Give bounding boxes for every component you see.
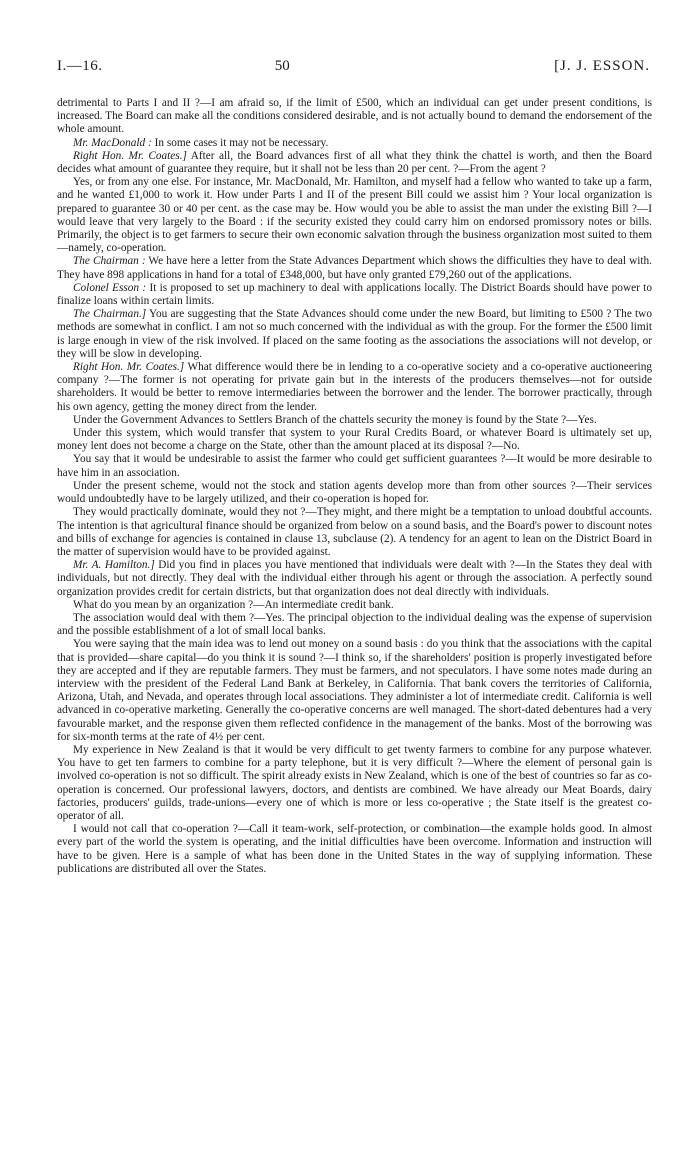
paragraph — [57, 176, 652, 255]
paragraph — [57, 308, 652, 361]
paragraph-text: What do you mean by an organization ?—An intermediate credit bank. — [73, 598, 394, 611]
paragraph — [57, 480, 652, 506]
paragraph-text: You say that it would be undesirable to assist the farmer who could get sufficient guarantees ?—It would be more desirable to have him in an association. — [57, 453, 652, 479]
paragraph-text: You are suggesting that the State Advances should come under the new Board, but limiting to £500 ? The two methods are somewhat in conflict. I am not so much concerned with the individual as with the group. For the former the £500 limit is large enough in view of the risk involved. If placed on the same footing as the associations the associations will not develop, or they will be slow in developing. — [57, 308, 652, 360]
paragraph — [57, 453, 652, 479]
paragraph — [57, 255, 652, 281]
paragraph — [57, 137, 652, 150]
paragraph-text: What difference would there be in lending to a co-operative society and a co-operative auctioneering company ?—The former is not operating for private gain but in the interests of the producers themselves—not for outside shareholders. It would be better to remove intermediaries between the borrower and the lender. The borrower practically, through his own agency, getting the money direct from the lender. — [57, 361, 652, 413]
paragraph — [57, 638, 652, 744]
speaker: Colonel Esson : — [73, 281, 147, 294]
body-text — [57, 97, 652, 876]
paragraph-text: In some cases it may not be necessary. — [151, 136, 329, 149]
paragraph-text: We have here a letter from the State Advances Department which shows the difficulties they have to deal with. They have 898 applications in hand for a total of £348,000, but have only granted £79,260 out of the applications. — [57, 255, 652, 281]
document-reference: I.—16. — [57, 58, 103, 74]
paragraph — [57, 559, 652, 599]
paragraph — [57, 282, 652, 308]
paragraph-text: Yes, or from any one else. For instance, Mr. MacDonald, Mr. Hamilton, and myself had a fellow who wanted to take up a farm, and he wanted £1,000 to work it. How under Parts I and II of the present Bill could we assist him ? Your local organization is prepared to guarantee 30 or 40 per cent. as the case may be. How would you be able to assist the man under the existing Bill ?—I would leave that very largely to the Board : if the security existed they could carry him on endorsed promissory notes or bills. Primarily, the object is to get farmers to secure their own economic salvation through the business organization most suited to them—namely, co-operation. — [57, 176, 652, 255]
paragraph — [57, 150, 652, 176]
speaker: Right Hon. Mr. Coates.] — [73, 149, 187, 162]
page-header — [57, 58, 652, 75]
paragraph-text: Under the present scheme, would not the stock and station agents develop more than from other sources ?—Their services would undoubtedly have to be largely utilized, and their co-operation is hoped for. — [57, 479, 652, 506]
paragraph-text: My experience in New Zealand is that it would be very difficult to get twenty farmers to combine for any purpose whatever. You have to get ten farmers to combine for a party telephone, but it is very difficult ?—Where the element of personal gain is involved co-operation is not so difficult. The spirit already exists in New Zealand, which is one of the best of countries so far as co-operation is concerned. Our professional lawyers, doctors, and dentists are combined. We have already our Meat Boards, dairy factories, producers' guilds, trade-unions—every one of which is more or less co-operative ; the State itself is the greatest co-operator of all. — [57, 743, 652, 822]
paragraph-text: Under the Government Advances to Settlers Branch of the chattels security the money is found by the State ?—Yes. — [73, 413, 597, 426]
paragraph-text: detrimental to Parts I and II ?—I am afraid so, if the limit of £500, which an individual can get under present conditions, is increased. The Board can make all the conditions considered desirable, and is not actually bound to demand the endorsement of the whole amount. — [57, 97, 652, 136]
paragraph-text: Did you find in places you have mentioned that individuals were dealt with ?—In the States they deal with individuals, but not directly. They deal with the individual either through his agent or through the association. A perfectly sound organization provides credit for certain districts, but that organization does not deal directly with individuals. — [57, 559, 652, 598]
paragraph — [57, 361, 652, 414]
paragraph — [57, 599, 652, 612]
page-number: 50 — [274, 58, 290, 74]
paragraph-text: They would practically dominate, would they not ?—They might, and there might be a temptation to unload doubtful accounts. The intention is that agricultural finance should be organized from below on a sound basis, and the Board's power to discount notes and bills of exchange for agencies is contained in clause 13, subclause (2). A tendency for an agent to lean on the District Board in the matter of supervision would have to be provided against. — [57, 506, 652, 558]
paragraph-text: You were saying that the main idea was to lend out money on a sound basis : do you think that the associations with the capital that is provided—share capital—do you think it is sound ?—I think so, if the shareholders' position is properly investigated before they are accepted and if they are reputable farmers. They must be farmers, and not speculators. I have some notes made during an interview with the president of the Federal Land Bank at Berkeley, in California. That bank covers the territories of California, Arizona, Utah, and Nevada, and operates through local associations. They administer a lot of intermediate credit. California is well advanced in co-operative marketing. Generally the co-operative concerns are well managed. The short-dated debentures had a very favourable market, and the response given them reflected confidence in the management of the banks. Most of the borrowing was for six-month terms at the rate of 4½ per cent. — [57, 638, 652, 743]
paragraph-text: Under this system, which would transfer that system to your Rural Credits Board, or whatever Board is ultimately set up, money lent does not become a charge on the State, other than the amount placed at its disposal ?—No. — [57, 427, 652, 453]
speaker: Right Hon. Mr. Coates.] — [73, 361, 185, 374]
speaker: Mr. MacDonald : — [73, 136, 152, 149]
paragraph — [57, 506, 652, 559]
paragraph — [57, 97, 652, 137]
witness-name: [J. J. ESSON. — [554, 58, 650, 74]
speaker: Mr. A. Hamilton.] — [73, 559, 155, 572]
paragraph — [57, 612, 652, 638]
paragraph-text: After all, the Board advances first of all what they think the chattel is worth, and then the Board decides what amount of guarantee they require, but it shall not be less than 20 per cent. ?—From the agent ? — [57, 149, 652, 176]
paragraph — [57, 744, 652, 823]
paragraph-text: The association would deal with them ?—Yes. The principal objection to the individual dealing was the expense of supervision and the possible establishment of a lot of small local banks. — [57, 611, 652, 638]
paragraph — [57, 414, 652, 427]
speaker: The Chairman : — [73, 255, 146, 268]
paragraph-text: It is proposed to set up machinery to deal with applications locally. The District Boards should have power to finalize loans within certain limits. — [57, 281, 652, 308]
paragraph — [57, 427, 652, 453]
paragraph-text: I would not call that co-operation ?—Call it team-work, self-protection, or combination—the example holds good. In almost every part of the world the system is operating, and the initial difficulties have been overcome. Information and instruction will have to be given. Here is a sample of what has been done in the United States in the way of supplying information. These publications are distributed all over the States. — [57, 823, 652, 875]
paragraph — [57, 823, 652, 876]
speaker: The Chairman.] — [73, 308, 147, 321]
